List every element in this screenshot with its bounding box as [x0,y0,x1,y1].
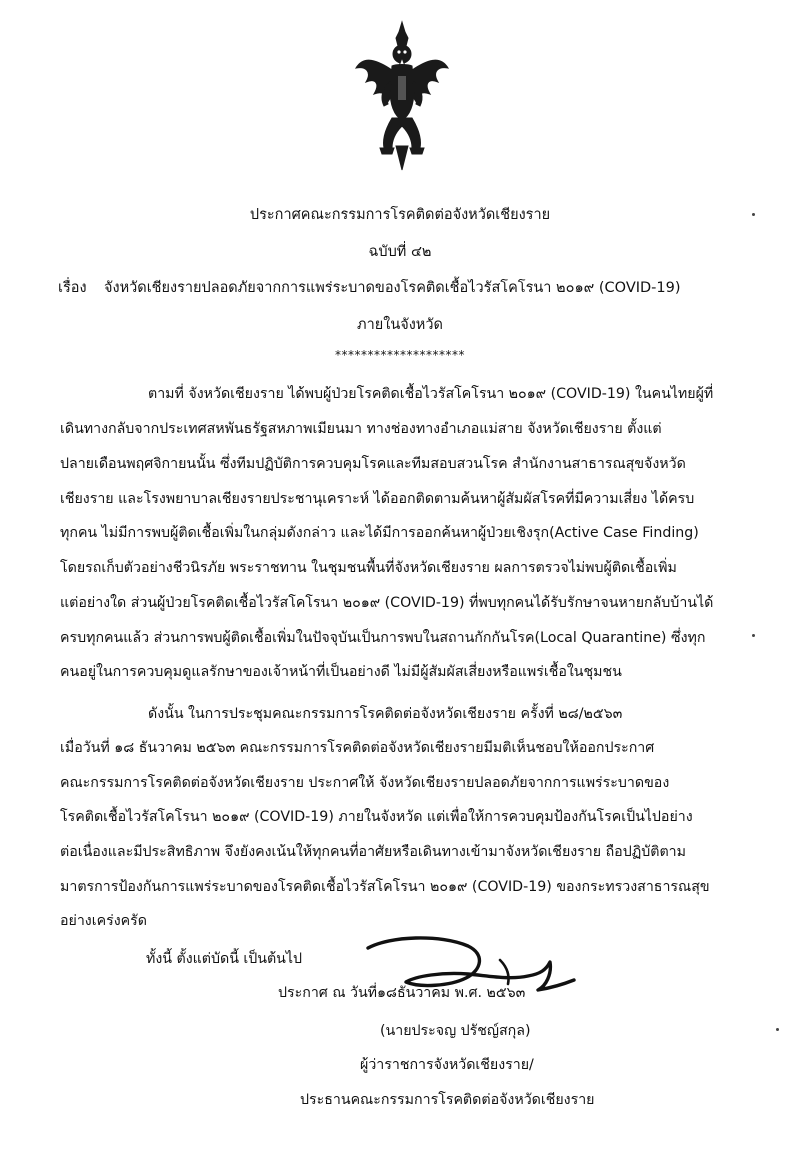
paragraph-line: โรคติดเชื้อไวรัสโคโรนา ๒๐๑๙ (COVID-19) ภายในจังหวัด แต่เพื่อให้การควบคุมป้องกันโรคเป็นไปอย่าง [60,809,693,825]
subject-text: จังหวัดเชียงรายปลอดภัยจากการแพร่ระบาดของโรคติดเชื้อไวรัสโคโรนา ๒๐๑๙ (COVID-19) [104,280,681,296]
paragraph-line: ทุกคน ไม่มีการพบผู้ติดเชื้อเพิ่มในกลุ่มดังกล่าว และได้มีการออกค้นหาผู้ป่วยเชิงรุก(Active Case Finding) [60,525,699,541]
paragraph-line: โดยรถเก็บตัวอย่างชีวนิรภัย พระราชทาน ในชุมชนพื้นที่จังหวัดเชียงราย ผลการตรวจไม่พบผู้ติดเชื้อเพิ่ม [60,560,677,576]
scan-mark [752,213,755,216]
paragraph-line: เดินทางกลับจากประเทศสหพันธรัฐสหภาพเมียนมา ทางช่องทางอำเภอแม่สาย จังหวัดเชียงราย ตั้งแต่ [60,421,662,437]
paragraph-line: คนอยู่ในการควบคุมดูแลรักษาของเจ้าหน้าที่เป็นอย่างดี ไม่มีผู้สัมผัสเสี่ยงหรือแพร่เชื้อในชุมชน [60,664,622,680]
scan-mark [752,634,755,637]
paragraph-line: ตามที่ จังหวัดเชียงราย ได้พบผู้ป่วยโรคติดเชื้อไวรัสโคโรนา ๒๐๑๙ (COVID-19) ในคนไทยผู้ที่ [148,386,714,402]
separator: ******************** [335,348,465,362]
paragraph-line: ครบทุกคนแล้ว ส่วนการพบผู้ติดเชื้อเพิ่มในปัจจุบันเป็นการพบในสถานกักกันโรค(Local Quarantine) ซึ่งทุก [60,630,706,646]
paragraph-line: เชียงราย และโรงพยาบาลเชียงรายประชานุเคราะห์ ได้ออกติดตามค้นหาผู้สัมผัสโรคที่มีความเสี่ยง ได้ครบ [60,491,695,507]
area-subtitle: ภายในจังหวัด [357,317,443,333]
paragraph-line: ดังนั้น ในการประชุมคณะกรรมการโรคติดต่อจังหวัดเชียงราย ครั้งที่ ๒๘/๒๕๖๓ [148,706,623,722]
paragraph-line: คณะกรรมการโรคติดต่อจังหวัดเชียงราย ประกาศให้ จังหวัดเชียงรายปลอดภัยจากการแพร่ระบาดของ [60,775,670,791]
paragraph-line: มาตรการป้องกันการแพร่ระบาดของโรคติดเชื้อไวรัสโคโรนา ๒๐๑๙ (COVID-19) ของกระทรวงสาธารณสุข [60,879,710,895]
signatory-name: (นายประจญ ปรัชญ์สกุล) [380,1023,531,1039]
paragraph-line: ปลายเดือนพฤศจิกายนนั้น ซึ่งทีมปฏิบัติการควบคุมโรคและทีมสอบสวนโรค สำนักงานสาธารณสุขจังหวัด [60,456,686,472]
announcement-title: ประกาศคณะกรรมการโรคติดต่อจังหวัดเชียงราย [249,207,551,223]
paragraph-line: ต่อเนื่องและมีประสิทธิภาพ จึงยังคงเน้นให้ทุกคนที่อาศัยหรือเดินทางเข้ามาจังหวัดเชียงราย ถือปฏิบัติตาม [60,844,686,860]
signatory-position: ผู้ว่าราชการจังหวัดเชียงราย/ [360,1057,534,1073]
subject-label: เรื่อง [58,280,87,296]
announced-date: ประกาศ ณ วันที่๑๘ธันวาคม พ.ศ. ๒๕๖๓ [278,985,526,1001]
signatory-position-committee: ประธานคณะกรรมการโรคติดต่อจังหวัดเชียงราย [300,1092,595,1108]
handwritten-signature-icon [350,930,580,1000]
issue-number: ฉบับที่ ๔๒ [368,244,432,260]
paragraph-line: เมื่อวันที่ ๑๘ ธันวาคม ๒๕๖๓ คณะกรรมการโรคติดต่อจังหวัดเชียงรายมีมติเห็นชอบให้ออกประกาศ [60,740,655,756]
paragraph-line: แต่อย่างใด ส่วนผู้ป่วยโรคติดเชื้อไวรัสโคโรนา ๒๐๑๙ (COVID-19) ที่พบทุกคนได้รับรักษาจนหายกลับบ้านได้ [60,595,714,611]
garuda-emblem-icon [352,20,452,180]
paragraph-line: อย่างเคร่งครัด [60,913,147,929]
subject-line [58,276,748,299]
effective-statement: ทั้งนี้ ตั้งแต่บัดนี้ เป็นต้นไป [146,951,303,967]
scan-mark [776,1028,779,1031]
